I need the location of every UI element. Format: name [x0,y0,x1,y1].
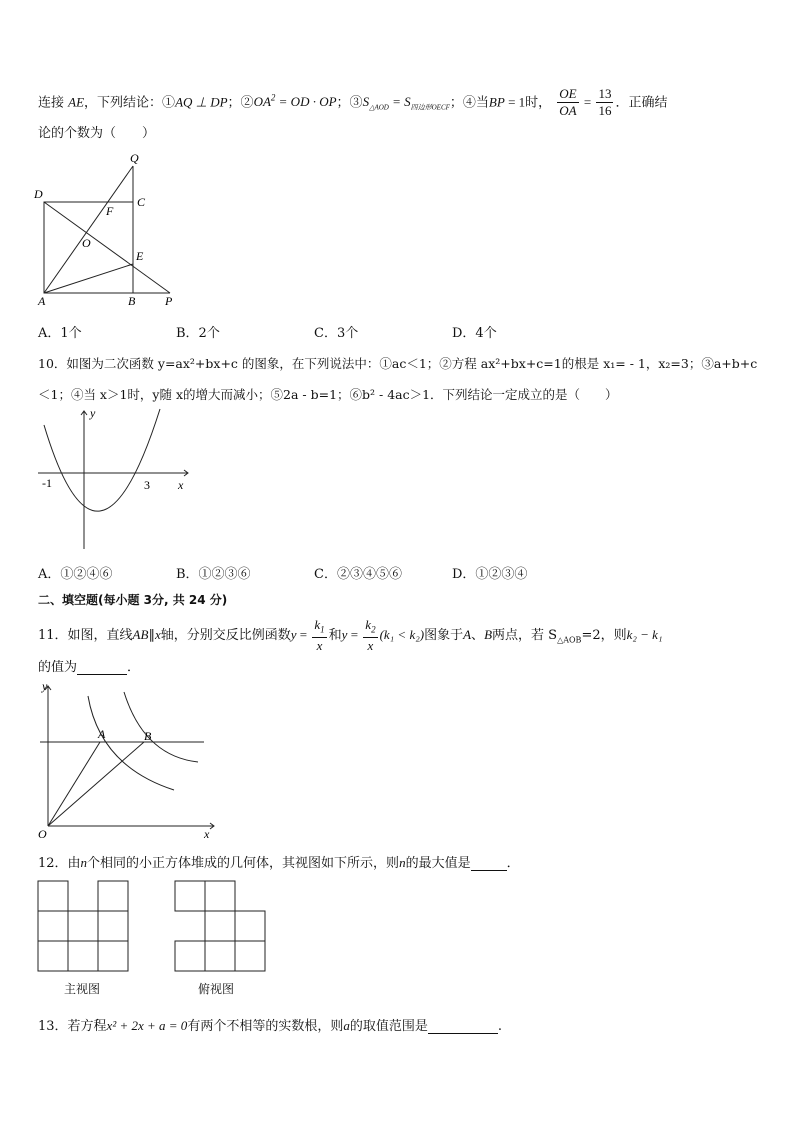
svg-text:-1: -1 [42,476,52,490]
svg-text:P: P [165,294,173,308]
svg-text:3: 3 [144,478,150,492]
svg-text:x: x [204,827,210,840]
conclusion-1: AQ ⊥ DP [175,94,228,110]
fraction-k1-over-x: $\frac{k_1}{x}$ [314,616,325,654]
q9-stem-line2: 论的个数为（ ） [38,126,156,141]
caption-front-view: 主视图 [64,982,101,996]
svg-text:E: E [136,249,144,263]
q13-answer-blank[interactable] [428,1019,498,1034]
conclusion-2: $OA^2$ = OD · OP [253,93,337,110]
fraction-oe-oa: $\frac{OE}{OA}$ [559,86,577,119]
section-title-fill-in: 二、填空题(每小题 3分, 共 24 分) [38,593,228,607]
q12-stem: 12．由n个相同的小正方体堆成的几何体，其视图如下所示，则n的最大值是 ． [38,855,520,871]
q11-answer-blank[interactable] [77,660,127,675]
front-view-figure [37,880,129,972]
parabola-curve [44,409,160,511]
segment-ae: AE [68,94,85,110]
q10-parabola-figure [32,405,192,553]
segment-oa [48,742,100,826]
line-ae [44,264,133,293]
caption-top-view: 俯视图 [198,982,235,996]
svg-text:B: B [128,294,136,308]
q11-hyperbola-figure [32,678,217,840]
q9-stem-line1: 连接 AE，下列结论：①AQ ⊥ DP；$②OA^2$ = OD · OP；$③S_{\triangle AOD} = S_{四边形OECF}$；④当BP = 1时， $\frac{OE}{OA}$ = $\frac{13}{16}$ ．正确结 [38,86,668,119]
svg-text:y: y [42,679,48,693]
curve-k2 [124,692,198,762]
segment-ob [48,742,144,826]
q9-option-b[interactable]: B．2个 [176,326,220,341]
svg-text:O: O [38,827,47,840]
svg-text:C: C [137,195,146,209]
conclusion-3: $S_{\triangle AOD} = S_{四边形OECF}$ [362,94,450,112]
fraction-13-16: $\frac{13}{16}$ [598,86,612,119]
q11-stem-line1: 11．如图，直线AB∥x轴，分别交反比例函数y = $\frac{k_1}{x}$ 和y = $\frac{k_2}{x}$ (k₁ < k₂)图象于A、B两点，若 $S_{\triangle AOB}=2$，则k₂ − k₁ [38,616,663,654]
q9-option-a[interactable]: A．1个 [38,326,82,341]
q9-geometry-figure [32,148,182,308]
svg-text:A: A [38,294,46,308]
top-view-figure [174,880,266,972]
svg-text:y: y [90,406,96,420]
q11-stem-line2: 的值为 ． [38,660,141,675]
q12-answer-blank[interactable] [471,856,507,871]
svg-text:D: D [34,187,43,201]
svg-text:F: F [106,204,114,218]
fraction-k2-over-x: $\frac{k_2}{x}$ [365,616,376,654]
q10-option-a[interactable]: A．①②④⑥ [38,567,113,582]
q10-option-d[interactable]: D．①②③④ [452,567,528,582]
q13-stem: 13．若方程x² + 2x + a = 0有两个不相等的实数根，则a的取值范围是 . [38,1018,502,1034]
svg-text:A: A [98,727,106,741]
q9-option-d[interactable]: D．4个 [452,326,497,341]
q10-option-b[interactable]: B．①②③⑥ [176,567,251,582]
q9-option-c[interactable]: C．3个 [314,326,359,341]
svg-text:B: B [144,729,152,743]
svg-text:x: x [178,478,184,492]
q10-option-c[interactable]: C．②③④⑤⑥ [314,567,402,582]
q10-stem-line2: ＜1；④当 x＞1时，y随 x的增大而减小；⑤2a - b=1；⑥b² - 4ac＞1．下列结论一定成立的是（ ） [38,387,618,402]
svg-text:O: O [82,236,91,250]
svg-text:Q: Q [130,151,139,165]
q10-stem-line1: 10．如图为二次函数 y=ax²+bx+c 的图象，在下列说法中：①ac＜1；②方程 ax²+bx+c=1的根是 x₁= - 1，x₂=3；③a+b+c [38,356,758,371]
line-aq [44,166,133,293]
